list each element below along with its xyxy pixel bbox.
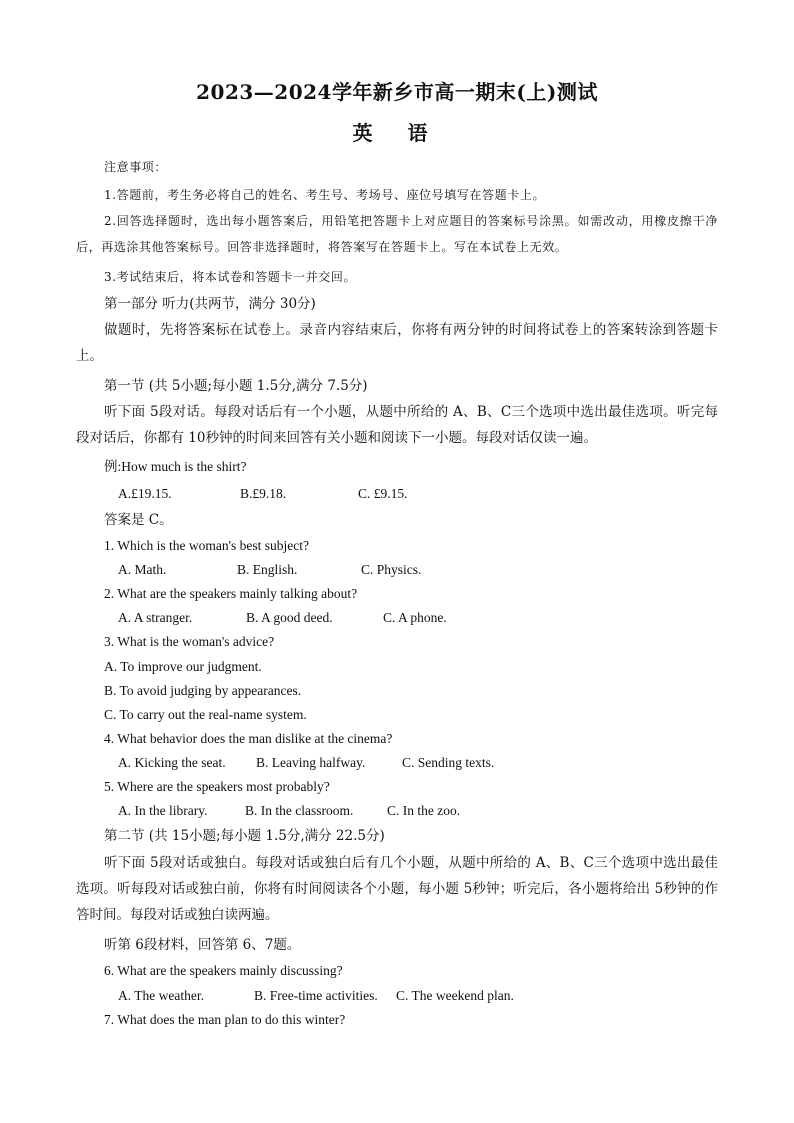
notice-item-1: 1.答题前，考生务必将自己的姓名、考生号、考场号、座位号填写在答题卡上。 <box>104 188 546 202</box>
question-6: 6. What are the speakers mainly discussing? <box>104 963 343 978</box>
option-c: C. Sending texts. <box>402 755 495 770</box>
notice-heading: 注意事项： <box>104 160 168 174</box>
option-b: B. Leaving halfway. <box>256 755 366 770</box>
question-3-option-b: B. To avoid judging by appearances. <box>104 683 302 698</box>
example-answer: 答案是 C。 <box>104 512 173 528</box>
example-options <box>118 485 408 503</box>
exam-title: 2023—2024学年新乡市高一期末(上)测试 <box>196 80 598 104</box>
option-a: A. Kicking the seat. <box>118 755 226 770</box>
question-5-options <box>118 802 460 820</box>
option-c: C. In the zoo. <box>387 803 461 818</box>
part1-intro: 做题时，先将答案标在试卷上。录音内容结束后，你将有两分钟的时间将试卷上的答案转涂到答题卡上。 <box>76 322 718 364</box>
option-c: C. Physics. <box>361 562 422 577</box>
option-a: A. The weather. <box>118 988 204 1003</box>
option-b: B. In the classroom. <box>245 803 354 818</box>
question-7: 7. What does the man plan to do this winter? <box>104 1012 346 1027</box>
question-1-options <box>118 561 421 579</box>
material-6-label: 听第 6段材料，回答第 6、7题。 <box>104 937 301 953</box>
question-4: 4. What behavior does the man dislike at the cinema? <box>104 731 393 746</box>
question-4-options <box>118 754 494 772</box>
notice-item-3: 3.考试结束后，将本试卷和答题卡一并交回。 <box>104 270 357 284</box>
question-6-options <box>118 987 514 1005</box>
question-5: 5. Where are the speakers most probably? <box>104 779 330 794</box>
subject-title: 英 语 <box>352 121 442 145</box>
section2-intro: 听下面 5段对话或独白。每段对话或独白后有几个小题，从题中所给的 A、B、C三个选项中选出最佳选项。听每段对话或独白前，你将有时间阅读各个小题，每小题 5秒钟；听完后，各小题将给出 5秒钟的作答时间。每段对话或独白读两遍。 <box>76 855 718 923</box>
example-question: 例:How much is the shirt? <box>104 459 247 474</box>
option-a: A. Math. <box>118 562 167 577</box>
question-3-option-a: A. To improve our judgment. <box>104 659 262 674</box>
question-2: 2. What are the speakers mainly talking about? <box>104 586 358 601</box>
option-b: B. English. <box>237 562 298 577</box>
option-b: B. Free-time activities. <box>254 988 378 1003</box>
option-a: A. In the library. <box>118 803 208 818</box>
section2-heading: 第二节 (共 15小题;每小题 1.5分,满分 22.5分) <box>104 828 385 844</box>
option-a: A. A stranger. <box>118 610 193 625</box>
option-c: C. A phone. <box>383 610 447 625</box>
option-b: B. A good deed. <box>246 610 333 625</box>
section1-heading: 第一节 (共 5小题;每小题 1.5分,满分 7.5分) <box>104 378 368 394</box>
option-c: C. The weekend plan. <box>396 988 514 1003</box>
option-a: A.£19.15. <box>118 486 172 501</box>
question-3: 3. What is the woman's advice? <box>104 634 275 649</box>
part1-heading: 第一部分 听力(共两节，满分 30分) <box>104 296 316 312</box>
option-c: C. £9.15. <box>358 486 408 501</box>
question-2-options <box>118 609 447 627</box>
notice-item-2: 2.回答选择题时，选出每小题答案后，用铅笔把答题卡上对应题目的答案标号涂黑。如需改动，用橡皮擦干净后，再选涂其他答案标号。回答非选择题时，将答案写在答题卡上。写在本试卷上无效。 <box>76 214 718 254</box>
option-b: B.£9.18. <box>240 486 287 501</box>
question-1: 1. Which is the woman's best subject? <box>104 538 310 553</box>
question-3-option-c: C. To carry out the real-name system. <box>104 707 307 722</box>
section1-intro: 听下面 5段对话。每段对话后有一个小题，从题中所给的 A、B、C三个选项中选出最佳选项。听完每段对话后，你都有 10秒钟的时间来回答有关小题和阅读下一小题。每段对话仅读一遍。 <box>76 404 718 446</box>
